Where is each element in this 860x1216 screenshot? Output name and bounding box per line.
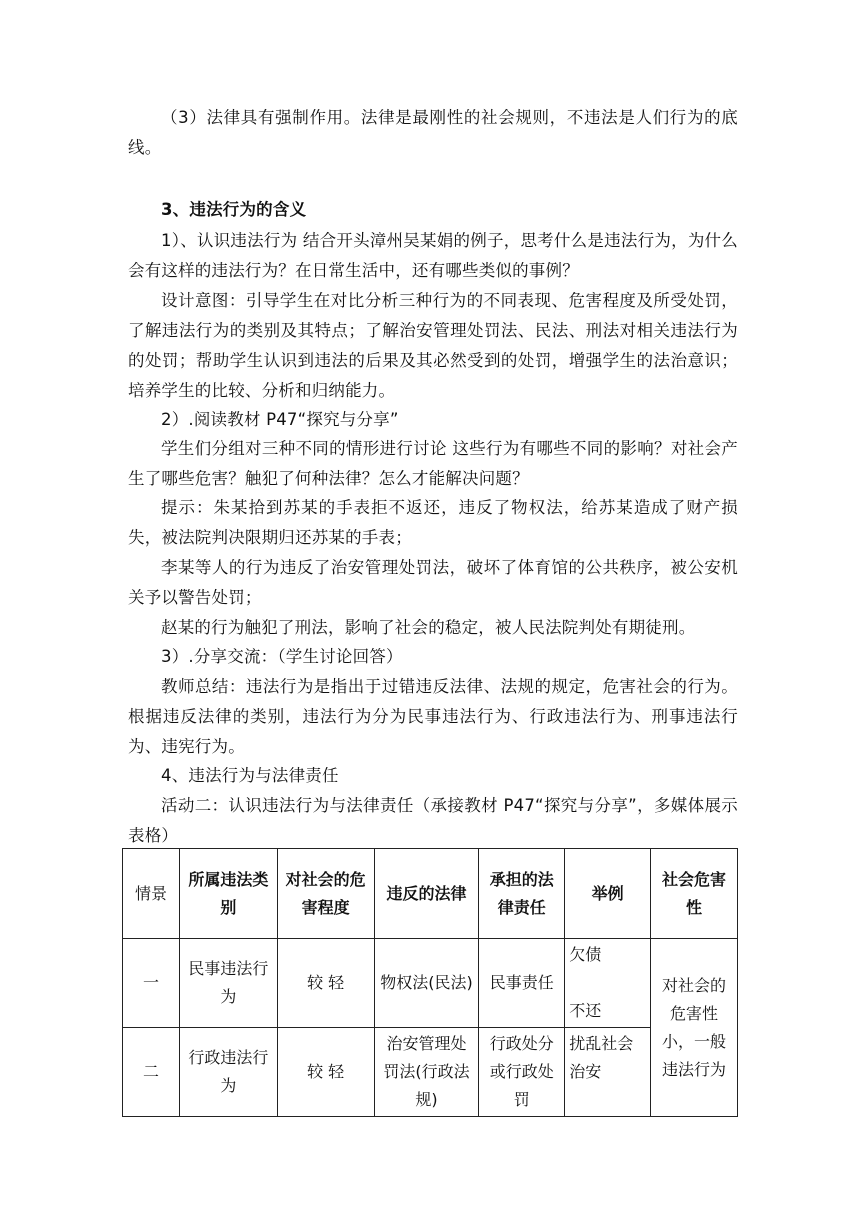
cell-law: 物权法(民法) (374, 939, 479, 1028)
cell-liability: 行政处分或行政处罚 (479, 1028, 565, 1117)
cell-liability: 民事责任 (479, 939, 565, 1028)
paragraph-legal-coercion: （3）法律具有强制作用。法律是最刚性的社会规则，不违法是人们行为的底线。 (128, 108, 738, 157)
cell-category: 民事违法行为 (179, 939, 277, 1028)
cell-example: 欠债 不还 (565, 939, 651, 1028)
cell-category: 行政违法行为 (179, 1028, 277, 1117)
cell-example: 扰乱社会治安 (565, 1028, 651, 1117)
cell-harm-degree: 较 轻 (277, 939, 374, 1028)
section-heading-3: 3、违法行为的含义 (161, 200, 307, 219)
illegal-behavior-table (122, 848, 738, 1117)
paragraph-activity-two: 活动二：认识违法行为与法律责任（承接教材 P47“探究与分享”，多媒体展示表格） (128, 796, 738, 845)
cell-scenario: 二 (123, 1028, 180, 1117)
table-row (123, 939, 738, 1028)
paragraph-hint-zhu: 提示：朱某拾到苏某的手表拒不返还，违反了物权法，给苏某造成了财产损失，被法院判决限期归还苏某的手表； (128, 498, 738, 547)
table-header-row (123, 849, 738, 939)
header-social-harm: 社会危害性 (651, 849, 738, 939)
header-harm-degree: 对社会的危害程度 (277, 849, 374, 939)
paragraph-li: 李某等人的行为违反了治安管理处罚法，破坏了体育馆的公共秩序，被公安机关予以警告处罚； (128, 558, 738, 607)
paragraph-read-textbook: 2）.阅读教材 P47“探究与分享” (161, 410, 399, 429)
paragraph-group-discussion: 学生们分组对三种不同的情形进行讨论 这些行为有哪些不同的影响？对社会产生了哪些危害？触犯了何种法律？怎么才能解决问题？ (128, 439, 738, 488)
header-category: 所属违法类别 (179, 849, 277, 939)
paragraph-share: 3）.分享交流：（学生讨论回答） (161, 647, 403, 666)
cell-scenario: 一 (123, 939, 180, 1028)
table-row (123, 1028, 738, 1117)
cell-social-harm-merged: 对社会的危害性小，一般违法行为 (651, 939, 738, 1117)
paragraph-design-intent: 设计意图：引导学生在对比分析三种行为的不同表现、危害程度及所受处罚，了解违法行为的类别及其特点；了解治安管理处罚法、民法、刑法对相关违法行为的处罚；帮助学生认识到违法的后果及其必然受到的处罚，增强学生的法治意识；培养学生的比较、分析和归纳能力。 (128, 291, 738, 400)
paragraph-teacher-summary: 教师总结：违法行为是指出于过错违反法律、法规的规定，危害社会的行为。根据违反法律的类别，违法行为分为民事违法行为、行政违法行为、刑事违法行为、违宪行为。 (128, 677, 738, 756)
section-heading-4: 4、违法行为与法律责任 (161, 766, 339, 785)
paragraph-understand-illegal: 1）、认识违法行为 结合开头漳州吴某娟的例子，思考什么是违法行为，为什么会有这样的违法行为？在日常生活中，还有哪些类似的事例？ (128, 231, 738, 280)
paragraph-zhao: 赵某的行为触犯了刑法，影响了社会的稳定，被人民法院判处有期徒刑。 (161, 618, 696, 637)
cell-harm-degree: 较 轻 (277, 1028, 374, 1117)
header-liability: 承担的法律责任 (479, 849, 565, 939)
header-example: 举例 (565, 849, 651, 939)
header-law-violated: 违反的法律 (374, 849, 479, 939)
header-scenario: 情景 (123, 849, 180, 939)
cell-law: 治安管理处罚法(行政法规) (374, 1028, 479, 1117)
